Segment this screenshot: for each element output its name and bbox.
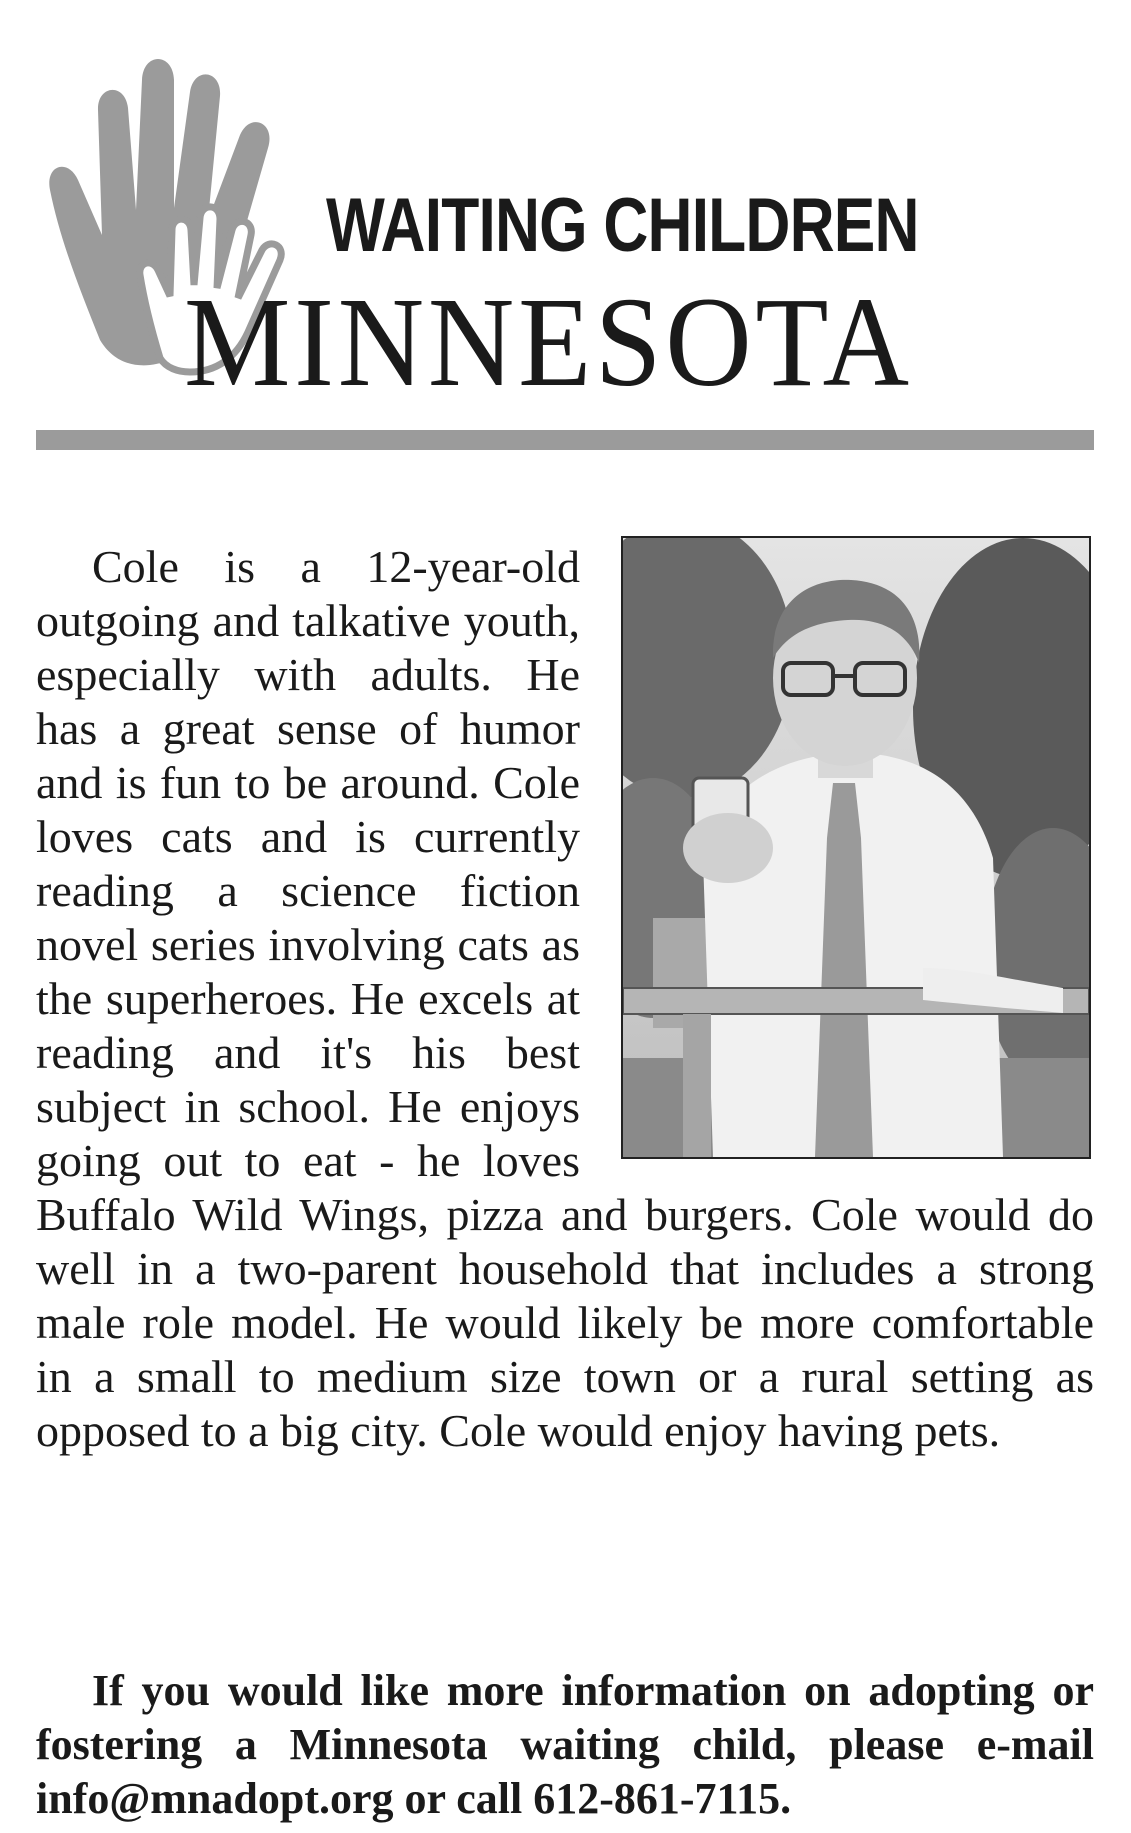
masthead-title: MINNESOTA [184,271,913,413]
contact-call-to-action: If you would like more information on adopting or fostering a Minnesota waiting child, please e-mail info@mnadopt.org or call 612-861-7115. [36,1666,1094,1823]
masthead [0,0,1131,460]
masthead-kicker: WAITING CHILDREN [326,183,919,268]
photo-float-space [580,540,1094,1180]
header-divider [36,430,1094,450]
profile-body-text: Cole is a 12-year-old outgoing and talkative youth, especially with adults. He has a great sense of humor and is fun to be around. Cole loves cats and is currently reading a science fiction novel series involving cats as the superheroes. He excels at reading and it's his best subject in school. He enjoys going out to eat - he loves Buffalo Wild Wings, pizza and burgers. Cole would do well in a two-parent household that includes a strong male role model. He would likely be more comfortable in a small to medium size town or a rural setting as opposed to a big city. Cole would enjoy having pets. [36,541,1094,1456]
child-profile-article [36,540,1094,1458]
